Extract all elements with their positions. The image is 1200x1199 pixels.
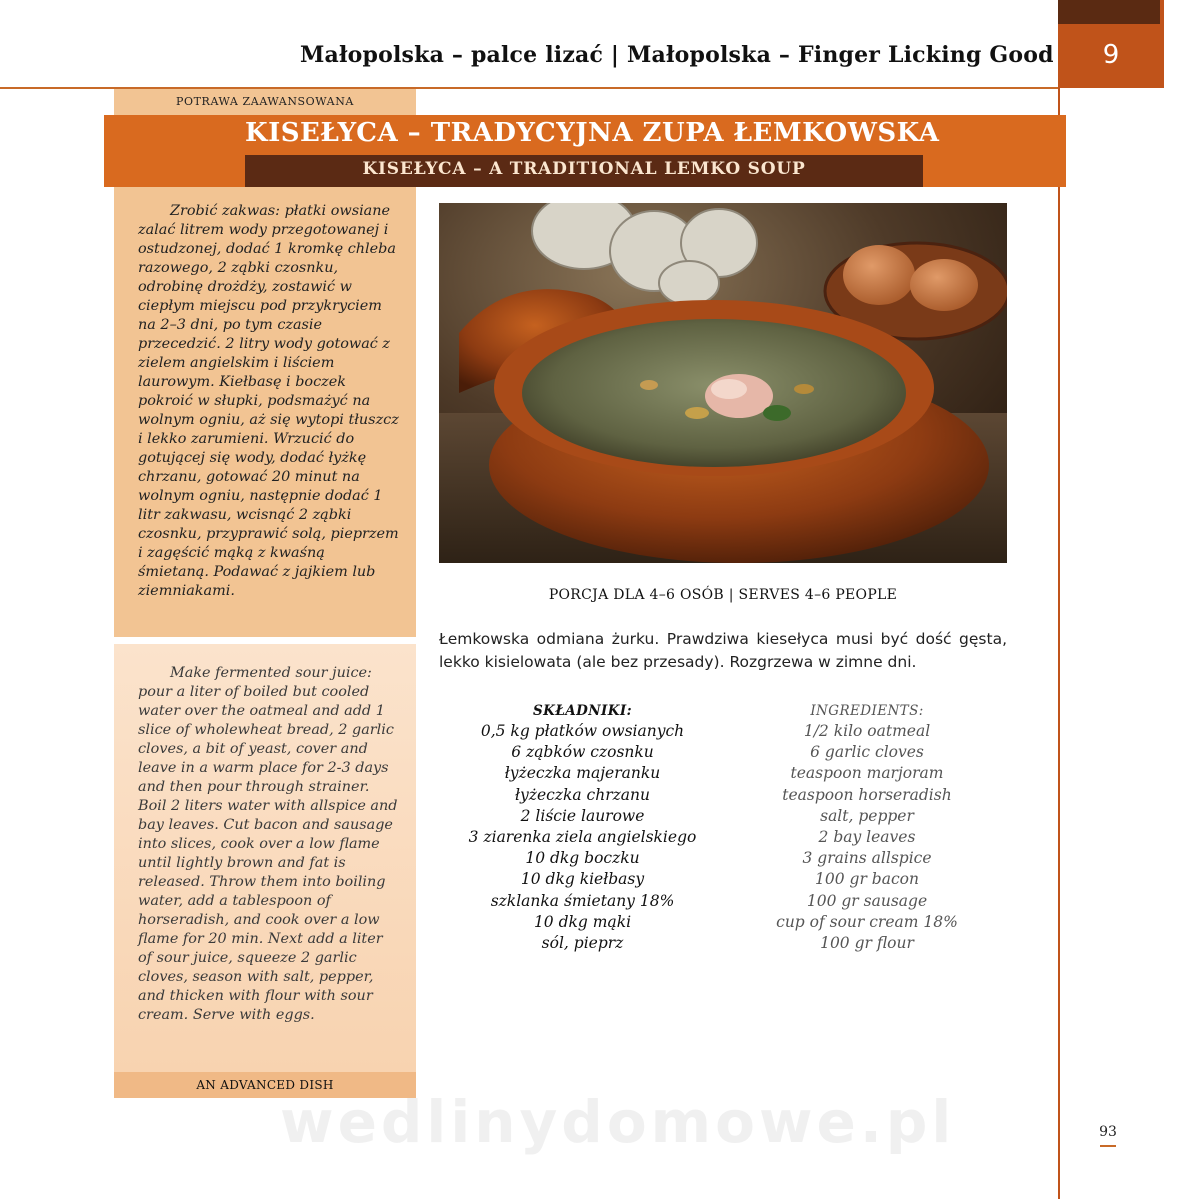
corner-rule <box>1160 0 1164 88</box>
method-text-en-body: Make fermented sour juice: pour a liter of boiled but cooled water over the oatmeal and add 1 slice of wholewheat bread, 2 garlic cloves, a bit of yeast, cover and leave in a warm place for 2-3 days and then pour through strainer. Boil 2 liters water with allspice and bay leaves. Cut bacon and sausage into slices, cook over a low flame until lightly brown and fat is released. Throw them into boiling water, add a tablespoon of horseradish, and cook over a low flame for 20 min. Next add a liter of sour juice, squeeze 2 garlic cloves, season with salt, pepper, and thicken with flour with sour cream. Serve with eggs. <box>138 665 398 1023</box>
right-margin-rule <box>1058 88 1060 1199</box>
ingredient-item: teaspoon marjoram <box>790 764 944 783</box>
ingredient-item: 6 ząbków czosnku <box>511 743 654 762</box>
ingredient-item: 2 bay leaves <box>818 828 916 847</box>
running-header-text: Małopolska – palce lizać | Małopolska – Finger Licking Good <box>300 42 1054 68</box>
page-number-rule <box>1100 1145 1116 1147</box>
ingredients-list-pl <box>440 702 725 954</box>
page-number: 93 <box>1099 1124 1117 1140</box>
serves-label: PORCJA DLA 4–6 OSÓB | SERVES 4–6 PEOPLE <box>548 587 898 603</box>
method-text-en <box>138 664 400 1025</box>
ingredient-item: salt, pepper <box>820 806 914 825</box>
ingredients-heading-pl: SKŁADNIKI: <box>533 703 632 719</box>
running-header <box>300 42 1060 68</box>
ingredient-item: 10 dkg mąki <box>533 912 632 931</box>
ingredient-item: 2 liście laurowe <box>520 806 645 825</box>
recipe-description: Łemkowska odmiana żurku. Prawdziwa kiesełyca musi być dość gęsta, lekko kisielowata (ale bez przesady). Rozgrzewa w zimne dni. <box>439 630 1007 671</box>
chapter-number: 9 <box>1102 40 1120 70</box>
ingredient-item: 3 grains allspice <box>802 849 932 868</box>
ingredients-heading-en: INGREDIENTS: <box>810 703 924 719</box>
recipe-title-en: KISEŁYCA – A TRADITIONAL LEMKO SOUP <box>362 159 806 179</box>
ingredient-item: łyżeczka chrzanu <box>515 785 650 804</box>
recipe-title-pl: KISEŁYCA – TRADYCYJNA ZUPA ŁEMKOWSKA <box>245 118 940 148</box>
ingredient-item: cup of sour cream 18% <box>776 912 958 931</box>
difficulty-label-en: AN ADVANCED DISH <box>196 1078 334 1092</box>
soup-photo <box>439 203 1007 563</box>
ingredient-item: 100 gr flour <box>820 934 914 953</box>
ingredient-item: szklanka śmietany 18% <box>490 891 675 910</box>
ingredients-list-en <box>726 702 1008 954</box>
ingredient-item: sól, pieprz <box>541 934 624 953</box>
method-text-pl <box>138 202 400 601</box>
ingredient-item: 10 dkg kiełbasy <box>520 870 645 889</box>
ingredient-item: 100 gr bacon <box>815 870 919 889</box>
ingredient-item: 10 dkg boczku <box>525 849 640 868</box>
chapter-tab-top <box>1058 0 1164 24</box>
ingredient-item: 100 gr sausage <box>806 891 928 910</box>
ingredient-item: 3 ziarenka ziela angielskiego <box>468 828 697 847</box>
ingredient-item: teaspoon horseradish <box>782 785 952 804</box>
ingredient-item: 6 garlic cloves <box>810 743 924 762</box>
difficulty-label-pl: POTRAWA ZAAWANSOWANA <box>176 95 354 108</box>
ingredient-item: łyżeczka majeranku <box>504 764 661 783</box>
ingredient-item: 0,5 kg płatków owsianych <box>480 722 685 740</box>
ingredient-item: 1/2 kilo oatmeal <box>803 722 931 740</box>
method-text-pl-body: Zrobić zakwas: płatki owsiane zalać litrem wody przegotowanej i ostudzonej, dodać 1 kromkę chleba razowego, 2 ząbki czosnku, odrobinę drożdży, zostawić w ciepłym miejscu pod przykryciem na 2–3 dni, po tym czasie przecedzić. 2 litry wody gotować z zielem angielskim i liściem laurowym. Kiełbasę i boczek pokroić w słupki, podsmażyć na wolnym ogniu, aż się wytopi tłuszcz i lekko zarumieni. Wrzucić do gotującej się wody, dodać łyżkę chrzanu, gotować 20 minut na wolnym ogniu, następnie dodać 1 litr zakwasu, wcisnąć 2 ząbki czosnku, przyprawić solą, pieprzem i zagęścić mąką z kwaśną śmietaną. Podawać z jajkiem lub ziemniakami. <box>138 203 399 599</box>
watermark: wedlinydomowe.pl <box>280 1088 956 1156</box>
